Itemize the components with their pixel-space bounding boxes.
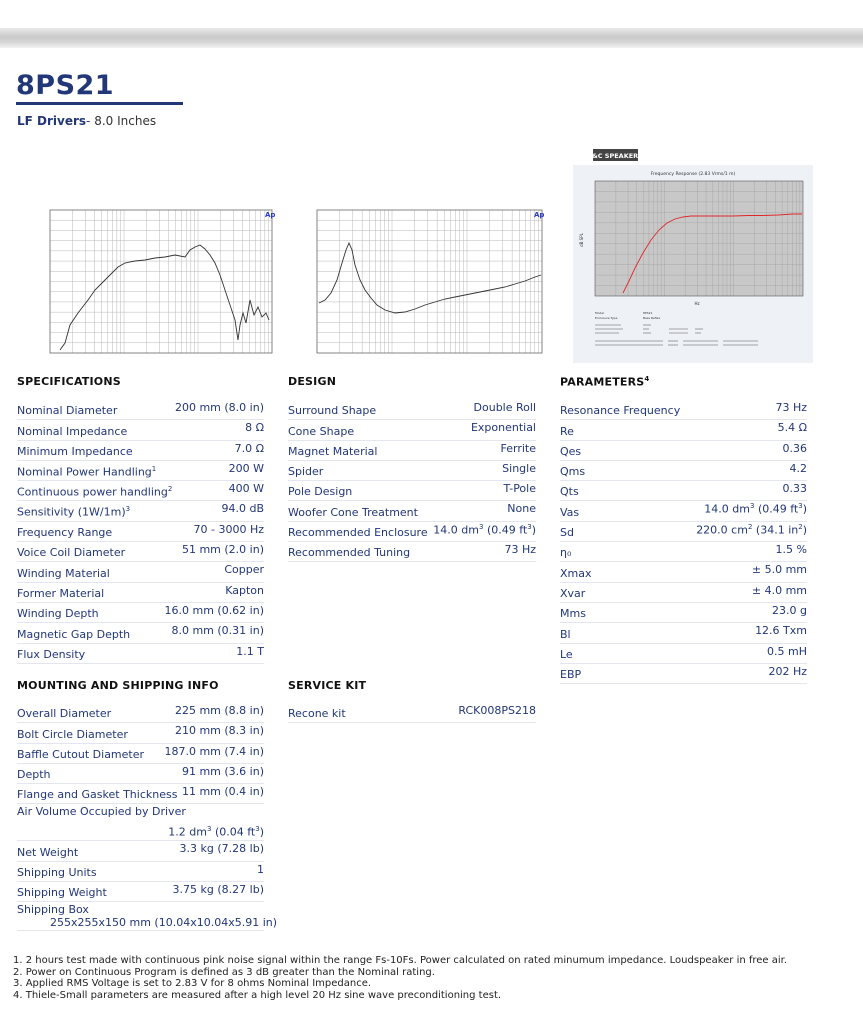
- spec-row: [17, 902, 278, 931]
- row-value: [229, 462, 264, 475]
- impedance-curve-line: [319, 243, 541, 313]
- row-value: [790, 462, 808, 475]
- row-value: [504, 543, 536, 556]
- row-label-text: Net Weight: [17, 845, 79, 859]
- parameters-table: [560, 400, 807, 684]
- row-value-text: Kapton: [225, 583, 264, 597]
- row-label-text: Qts: [560, 485, 579, 499]
- row-value-text: ± 4.0 mm: [751, 583, 807, 597]
- row-label: [17, 587, 104, 600]
- unit-exponent: 3: [749, 502, 755, 511]
- row-label-text: Resonance Frequency: [560, 404, 681, 418]
- row-value: [433, 523, 536, 537]
- row-value: [194, 523, 265, 536]
- row-value-text: 0.36: [782, 441, 807, 455]
- row-value: [175, 401, 264, 414]
- row-value-text: RCK008PS218: [458, 704, 536, 717]
- row-label: [17, 465, 156, 479]
- footnote-marker: 2: [167, 484, 173, 493]
- row-value: [229, 482, 264, 495]
- row-value-text: 5.4 Ω: [777, 421, 807, 435]
- row-value: [776, 543, 807, 556]
- row-value: [224, 563, 264, 576]
- row-label: [560, 445, 581, 458]
- row-value-text: None: [507, 502, 536, 516]
- row-label: [17, 748, 144, 761]
- row-value-text: 94.0 dB: [221, 502, 264, 516]
- row-label-text: Recommended Tuning: [288, 546, 411, 560]
- row-label-text: Xmax: [560, 566, 592, 580]
- frequency-response-chart: [573, 148, 813, 363]
- row-value: [501, 442, 536, 455]
- spec-row: [17, 804, 264, 841]
- row-value-text: (0.49 ft: [483, 523, 528, 537]
- row-value: [507, 502, 536, 515]
- row-label-text: Xvar: [560, 586, 586, 600]
- row-value-text: ): [531, 523, 536, 537]
- row-value: [173, 883, 264, 896]
- unit-exponent: 3: [206, 824, 212, 833]
- row-label-text: EBP: [560, 668, 582, 682]
- row-value: [474, 401, 536, 414]
- row-label: [288, 707, 346, 720]
- spec-row: [560, 603, 807, 623]
- row-label: [17, 886, 107, 899]
- spec-row: [17, 542, 264, 562]
- parameters-heading-footnote: 4: [644, 375, 650, 383]
- row-label: [17, 903, 89, 916]
- row-label: [17, 866, 97, 879]
- row-value-text: ): [802, 503, 807, 517]
- response-curve-chart: [40, 205, 275, 355]
- row-value-text: Ferrite: [500, 441, 536, 455]
- row-label: [288, 404, 376, 417]
- row-label-text: Shipping Weight: [17, 886, 107, 900]
- spec-row: [17, 703, 264, 723]
- design-heading: DESIGN: [288, 375, 337, 388]
- footnotes: [13, 955, 853, 1002]
- spec-row: [17, 764, 264, 784]
- row-value-text: 91 mm (3.6 in): [181, 764, 264, 778]
- row-label: [17, 445, 133, 458]
- spec-row: [288, 542, 536, 562]
- row-value: [182, 785, 264, 798]
- row-label-text: Shipping Box: [17, 903, 89, 917]
- row-value-text: 400 W: [228, 482, 264, 496]
- row-label-text: Overall Diameter: [17, 707, 112, 721]
- row-value: [164, 604, 264, 617]
- brand-logo-text: B&C SPEAKERS: [587, 152, 643, 160]
- row-label: [560, 607, 586, 620]
- row-label-text: Winding Depth: [17, 607, 99, 621]
- row-value: [171, 624, 264, 637]
- fr-info-model-label: Model: [595, 311, 605, 315]
- row-label-text: Vas: [560, 505, 580, 519]
- footnote-item: 3. Applied RMS Voltage is set to 2.83 V for 8 ohms Nominal Impedance.: [13, 978, 372, 990]
- row-label-text: Sensitivity (1W/1m): [17, 505, 126, 519]
- row-label-text: Flange and Gasket Thickness: [17, 788, 178, 802]
- row-label: [17, 728, 128, 741]
- row-value-text: ): [802, 523, 807, 537]
- spec-row: [17, 562, 264, 582]
- row-label: [560, 668, 581, 681]
- row-label-text: Winding Material: [17, 566, 110, 580]
- row-value-text: 1.2 dm: [168, 825, 207, 839]
- spec-row: [560, 562, 807, 582]
- row-value-text: 14.0 dm: [704, 503, 750, 517]
- spec-row: [560, 623, 807, 643]
- row-value: [752, 563, 807, 576]
- row-value: [182, 543, 264, 556]
- row-value: [235, 442, 264, 455]
- service-kit-table: [288, 703, 536, 723]
- spec-row: [288, 420, 536, 440]
- spec-row: [288, 461, 536, 481]
- spec-row: [17, 481, 264, 501]
- footnote-item: 2. Power on Continuous Program is defined as 3 dB greater than the Nominal rating.: [13, 966, 435, 978]
- row-value-text: 1.1 T: [236, 644, 264, 658]
- row-label-text: Nominal Impedance: [17, 424, 128, 438]
- row-value: [772, 604, 807, 617]
- spec-row: [17, 784, 264, 804]
- spec-row: [288, 481, 536, 501]
- fr-info-enclosure: Bass Reflex: [643, 316, 661, 320]
- row-value: [471, 421, 536, 434]
- row-label-text: Frequency Range: [17, 526, 113, 540]
- spec-row: [560, 522, 807, 542]
- spec-row: [17, 400, 264, 420]
- row-label-text: Continuous power handling: [17, 485, 168, 499]
- row-value-text: 11 mm (0.4 in): [181, 785, 264, 799]
- title-underline: [16, 102, 183, 105]
- spec-row: [17, 623, 264, 643]
- row-value-text: 73 Hz: [775, 401, 807, 414]
- ap-logo: Ap: [265, 211, 275, 219]
- row-value: [221, 502, 264, 515]
- row-value: [257, 863, 264, 876]
- design-table: [288, 400, 536, 562]
- spec-row: [17, 603, 264, 623]
- ap-logo: Ap: [534, 211, 545, 219]
- row-label: [17, 788, 177, 801]
- row-value-text: 202 Hz: [768, 664, 807, 678]
- row-label-text: Qms: [560, 465, 586, 479]
- row-value-text: 3.3 kg (7.28 lb): [179, 842, 264, 856]
- row-value-text: 210 mm (8.3 in): [174, 724, 264, 738]
- row-value: [180, 842, 264, 855]
- mounting-table: [17, 703, 278, 931]
- row-value: [182, 765, 264, 778]
- fr-info-model: 8PS21: [643, 311, 653, 315]
- row-value-text: 51 mm (2.0 in): [181, 543, 264, 557]
- spec-row: [17, 583, 264, 603]
- spec-row: [17, 522, 264, 542]
- row-value: [50, 916, 277, 929]
- model-title: 8PS21: [16, 70, 115, 101]
- row-value: [164, 745, 264, 758]
- row-label: [560, 485, 579, 498]
- row-label: [17, 505, 130, 519]
- row-value: [768, 665, 807, 678]
- row-value-text: 1: [257, 862, 264, 876]
- row-value-text: (0.04 ft: [211, 825, 256, 839]
- row-label: [560, 425, 574, 438]
- row-value-text: 12.6 Txm: [755, 624, 807, 638]
- row-label-text: Former Material: [17, 586, 105, 600]
- row-label-text: Le: [560, 647, 573, 661]
- impedance-curve-chart: [305, 205, 545, 355]
- row-label-text: Surround Shape: [288, 404, 377, 418]
- unit-exponent: 3: [478, 522, 484, 531]
- spec-row: [17, 501, 264, 521]
- row-value-text: ): [259, 825, 264, 839]
- row-value: [783, 442, 808, 455]
- row-label: [17, 648, 85, 661]
- row-label-text: Cone Shape: [288, 424, 355, 438]
- spec-row: [17, 420, 264, 440]
- category-label: LF Drivers: [17, 114, 87, 128]
- spec-row: [560, 501, 807, 521]
- row-value-text: T-Pole: [503, 482, 536, 496]
- service-kit-heading: SERVICE KIT: [288, 679, 367, 692]
- row-value-text: 4.2: [789, 461, 807, 475]
- category-separator: -: [86, 114, 91, 128]
- row-label: [17, 707, 111, 720]
- parameters-heading: [560, 375, 650, 389]
- row-value-text: 200 mm (8.0 in): [174, 401, 264, 414]
- row-label-text: Spider: [288, 465, 324, 479]
- row-label: [288, 526, 428, 539]
- row-value-text: 8.0 mm (0.31 in): [171, 624, 264, 638]
- row-label: [17, 546, 125, 559]
- row-label: [17, 567, 110, 580]
- row-label: [17, 404, 117, 417]
- row-value-text: (0.49 ft: [754, 503, 799, 517]
- specifications-table: [17, 400, 264, 664]
- row-label-text: Mms: [560, 607, 586, 621]
- footnote-marker: 1: [151, 464, 157, 473]
- row-value-text: 73 Hz: [504, 543, 536, 557]
- row-label: [17, 846, 78, 859]
- row-label: [560, 465, 585, 478]
- spec-row: [17, 723, 264, 743]
- row-value-text: Exponential: [470, 421, 536, 435]
- row-label: [560, 648, 573, 661]
- spec-row: [560, 583, 807, 603]
- row-value: [778, 421, 807, 434]
- row-label-text: Nominal Diameter: [17, 404, 118, 418]
- row-label-text: Flux Density: [17, 647, 86, 661]
- specifications-heading: SPECIFICATIONS: [17, 375, 121, 388]
- row-value-text: 200 W: [228, 461, 264, 475]
- row-value-text: 70 - 3000 Hz: [193, 522, 264, 536]
- row-label: [17, 526, 112, 539]
- spec-row: [560, 644, 807, 664]
- row-label: [288, 506, 418, 519]
- row-value-text: 14.0 dm: [433, 523, 479, 537]
- footnote-item: 4. Thiele-Small parameters are measured after a high level 20 Hz sine wave preconditioning test.: [13, 990, 502, 1002]
- fr-x-label: Hz: [694, 301, 700, 306]
- unit-exponent: 3: [255, 824, 260, 833]
- row-label: [17, 628, 130, 641]
- row-label: [17, 485, 172, 499]
- row-value-text: 8 Ω: [245, 421, 264, 435]
- spec-row: [17, 862, 264, 882]
- spec-row: [17, 882, 264, 902]
- row-value-text: 3.75 kg (8.27 lb): [172, 883, 264, 897]
- spec-row: [288, 703, 536, 723]
- row-value-text: 1.5 %: [775, 543, 807, 557]
- row-label: [17, 425, 127, 438]
- row-label: [560, 526, 574, 539]
- footnote-item: 1. 2 hours test made with continuous pink noise signal within the range Fs-10Fs. Power calculated on rated minumum impedance. Loudspeaker in free air.: [13, 955, 788, 966]
- row-value: [458, 704, 536, 717]
- row-value: [245, 421, 264, 434]
- row-value: [755, 624, 807, 637]
- fr-y-label: dB SPL: [579, 233, 584, 247]
- row-label: [17, 768, 51, 781]
- unit-exponent: 2: [747, 522, 753, 531]
- row-label: [288, 425, 354, 438]
- row-label: [17, 607, 99, 620]
- fr-chart-title: Frequency Response (2.83 Vrms/1 m): [650, 172, 736, 177]
- row-value: [704, 502, 807, 516]
- row-label-text: Voice Coil Diameter: [17, 546, 126, 560]
- row-value: [504, 482, 536, 495]
- spec-row: [288, 441, 536, 461]
- row-label-text: Air Volume Occupied by Driver: [17, 805, 186, 819]
- row-label: [560, 506, 579, 519]
- spec-row: [17, 461, 264, 481]
- row-value-text: (34.1 in: [752, 523, 799, 537]
- row-value: [225, 584, 264, 597]
- row-value-text: 0.33: [782, 482, 807, 496]
- row-value-text: 187.0 mm (7.4 in): [164, 744, 264, 758]
- spec-row: [288, 501, 536, 521]
- row-value-text: 0.5 mH: [767, 644, 807, 658]
- row-label-text: Magnet Material: [288, 444, 378, 458]
- row-label-text: Baffle Cutout Diameter: [17, 747, 145, 761]
- row-value: [236, 645, 264, 658]
- row-label: [288, 465, 323, 478]
- spec-row: [288, 400, 536, 420]
- spec-row: [560, 542, 807, 562]
- row-label-text: Magnetic Gap Depth: [17, 627, 131, 641]
- row-value-text: ± 5.0 mm: [751, 563, 807, 577]
- row-label-text: Re: [560, 424, 574, 438]
- spec-row: [560, 400, 807, 420]
- row-label-text: Nominal Power Handling: [17, 465, 152, 479]
- row-label: [560, 628, 571, 641]
- row-label: [560, 567, 592, 580]
- row-value-text: 220.0 cm: [696, 523, 748, 537]
- row-value: [168, 825, 264, 839]
- parameters-heading-text: PARAMETERS: [560, 375, 645, 389]
- row-value-text: 23.0 g: [772, 603, 807, 617]
- row-label-text: Bolt Circle Diameter: [17, 727, 128, 741]
- spec-row: [560, 461, 807, 481]
- row-label: [560, 546, 571, 559]
- size-label: 8.0 Inches: [90, 114, 157, 128]
- row-value: [502, 462, 536, 475]
- top-banner-bar: [0, 28, 863, 48]
- fr-info-enclosure-label: Enclosure Type: [595, 316, 618, 320]
- model-subtitle: [17, 114, 156, 128]
- row-label-text: Qes: [560, 444, 582, 458]
- row-value-text: Copper: [224, 563, 264, 577]
- row-label: [560, 587, 585, 600]
- row-value-text: 7.0 Ω: [234, 441, 264, 455]
- row-label-text: Bl: [560, 627, 571, 641]
- row-label-text: Woofer Cone Treatment: [288, 505, 418, 519]
- row-label: [288, 546, 410, 559]
- row-label-text: η₀: [560, 546, 572, 560]
- spec-row: [288, 522, 536, 542]
- row-label-text: Recommended Enclosure: [288, 526, 428, 540]
- row-label-text: Shipping Units: [17, 866, 97, 880]
- row-value: [175, 724, 264, 737]
- row-value-text: 16.0 mm (0.62 in): [164, 603, 264, 617]
- row-label: [560, 404, 680, 417]
- row-value-text: Single: [502, 461, 536, 475]
- footnote-marker: 3: [125, 505, 131, 514]
- spec-row: [17, 744, 264, 764]
- row-label: [17, 805, 186, 818]
- unit-exponent: 2: [798, 522, 803, 531]
- row-value: [175, 704, 264, 717]
- row-value: [783, 482, 808, 495]
- spec-row: [17, 841, 264, 861]
- row-value: [767, 645, 807, 658]
- row-value: [696, 523, 807, 537]
- spec-row: [560, 420, 807, 440]
- row-value: [752, 584, 807, 597]
- spec-row: [17, 441, 264, 461]
- unit-exponent: 3: [527, 522, 532, 531]
- mounting-heading: MOUNTING AND SHIPPING INFO: [17, 679, 219, 692]
- row-label-text: Depth: [17, 768, 51, 782]
- response-curve-line: [60, 245, 269, 350]
- spec-row: [17, 644, 264, 664]
- row-label: [288, 485, 352, 498]
- row-label-text: Pole Design: [288, 485, 353, 499]
- row-label: [288, 445, 377, 458]
- row-value: [775, 401, 807, 414]
- row-value-text: 255x255x150 mm (10.04x10.04x5.91 in): [50, 916, 278, 930]
- row-label-text: Minimum Impedance: [17, 444, 133, 458]
- spec-row: [560, 441, 807, 461]
- unit-exponent: 3: [798, 502, 803, 511]
- spec-row: [560, 664, 807, 684]
- row-value-text: 225 mm (8.8 in): [174, 704, 264, 717]
- row-label-text: Recone kit: [288, 707, 346, 721]
- row-value-text: Double Roll: [473, 401, 536, 414]
- spec-row: [560, 481, 807, 501]
- row-label-text: Sd: [560, 526, 574, 540]
